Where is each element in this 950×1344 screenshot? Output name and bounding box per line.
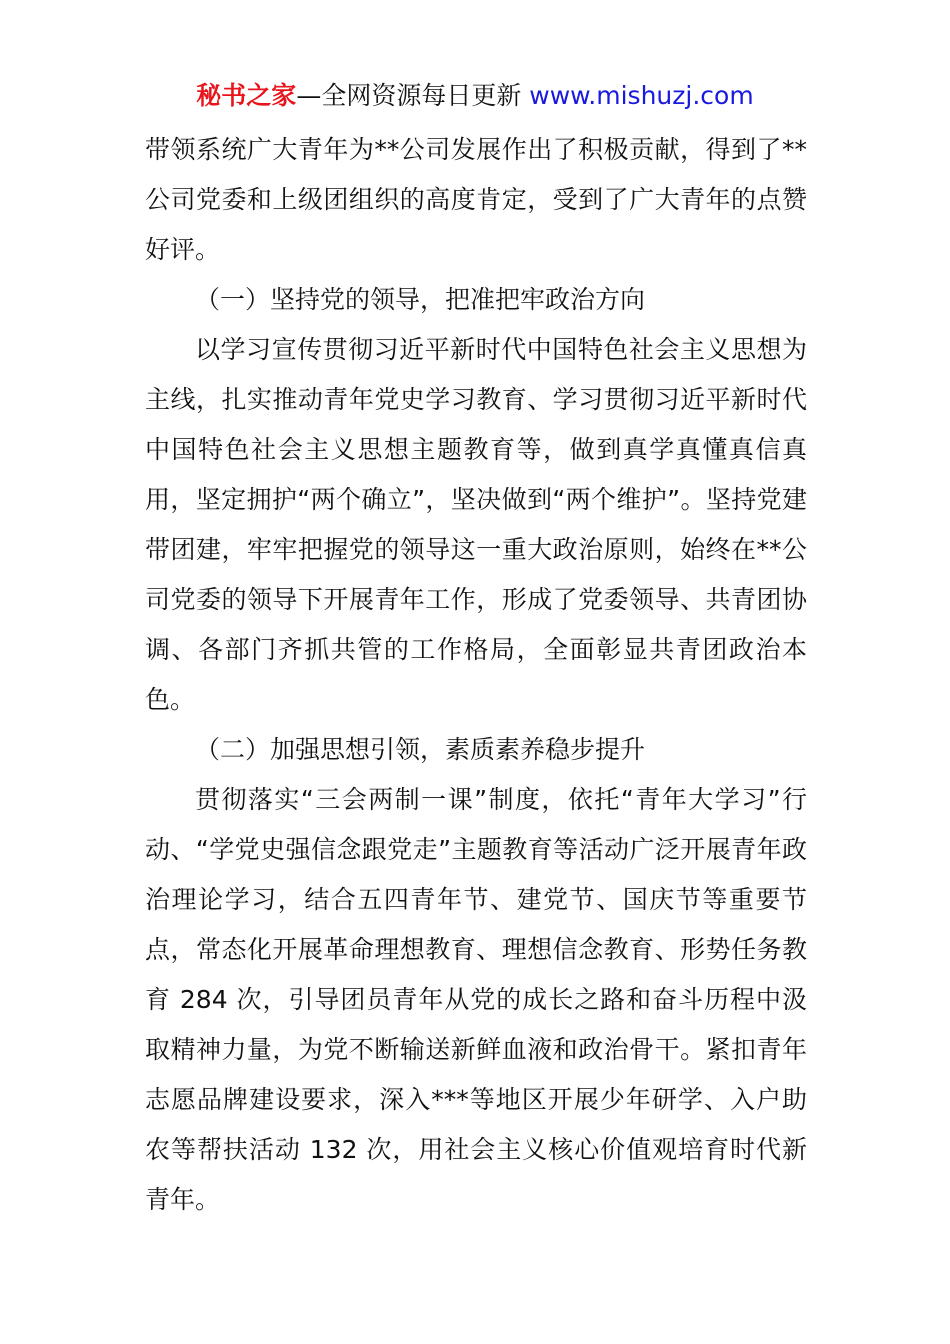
header-url-link[interactable]: www.mishuzj.com xyxy=(529,81,754,110)
paragraph-section-2: 贯彻落实“三会两制一课”制度，依托“青年大学习”行动、“学党史强信念跟党走”主题教育等活动广泛开展青年政治理论学习，结合五四青年节、建党节、国庆节等重要节点，常态化开展革命理想教育、理想信念教育、形势任务教育 284 次，引导团员青年从党的成长之路和奋斗历程中汲取精神力量，为党不断输送新鲜血液和政治骨干。紧扣青年志愿品牌建设要求，深入***等地区开展少年研学、入户助农等帮扶活动 132 次，用社会主义核心价值观培育时代新青年。 xyxy=(145,785,807,1214)
paragraph-section-1: 以学习宣传贯彻习近平新时代中国特色社会主义思想为主线，扎实推动青年党史学习教育、学习贯彻习近平新时代中国特色社会主义思想主题教育等，做到真学真懂真信真用，坚定拥护“两个确立”，坚决做到“两个维护”。坚持党建带团建，牢牢把握党的领导这一重大政治原则，始终在**公司党委的领导下开展青年工作，形成了党委领导、共青团协调、各部门齐抓共管的工作格局，全面彰显共青团政治本色。 xyxy=(145,335,807,714)
header-slogan: —全网资源每日更新 xyxy=(296,81,530,110)
section-heading-1: （一）坚持党的领导，把准把牢政治方向 xyxy=(195,285,646,314)
paragraph-continuation: 带领系统广大青年为**公司发展作出了积极贡献，得到了**公司党委和上级团组织的高度肯定，受到了广大青年的点赞好评。 xyxy=(145,135,807,264)
section-heading-2: （二）加强思想引领，素质素养稳步提升 xyxy=(195,735,646,764)
document-body xyxy=(145,125,807,1225)
page-header xyxy=(0,78,950,114)
header-brand: 秘书之家 xyxy=(196,81,297,110)
